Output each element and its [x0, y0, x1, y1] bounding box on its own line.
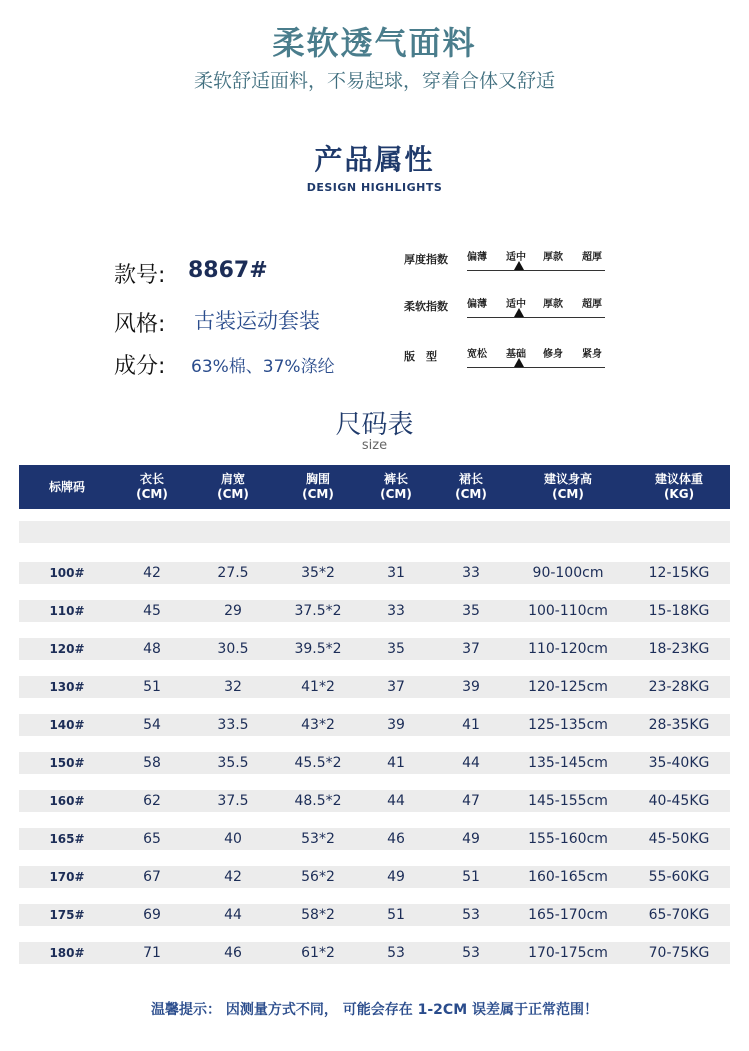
- scale-option: 偏薄: [467, 299, 487, 310]
- scale-option: 基础: [506, 349, 526, 360]
- table-cell: 62: [143, 793, 161, 809]
- scale-name: 厚度指数: [404, 253, 448, 266]
- scale-option: 超厚: [582, 299, 602, 310]
- table-cell: 155-160cm: [528, 831, 608, 847]
- attributes-subtitle: DESIGN HIGHLIGHTS: [306, 181, 443, 194]
- scale-option: 修身: [543, 349, 563, 360]
- table-cell: 135-145cm: [528, 755, 608, 771]
- table-cell: 46: [387, 831, 405, 847]
- column-header-text: (CM): [136, 487, 168, 501]
- size-table-header: [19, 465, 730, 509]
- table-cell: 55-60KG: [648, 869, 710, 885]
- table-cell: 35*2: [301, 565, 335, 581]
- style-value: 古装运动套装: [194, 309, 320, 333]
- table-cell: 56*2: [301, 869, 335, 885]
- material-value: 63%棉、37%涤纶: [191, 357, 335, 377]
- table-cell: 33: [387, 603, 405, 619]
- column-header-text: (KG): [663, 487, 695, 501]
- table-cell: 51: [462, 869, 480, 885]
- column-header-text: 建议体重: [654, 472, 703, 486]
- table-cell: 18-23KG: [648, 641, 710, 657]
- table-cell: 30.5: [217, 641, 249, 657]
- table-cell: 48.5*2: [294, 793, 342, 809]
- column-header: [426, 465, 516, 509]
- size-table-subtitle: size: [361, 438, 388, 453]
- table-cell: 45-50KG: [648, 831, 710, 847]
- scale-option: 适中: [506, 299, 526, 310]
- table-cell: 49: [462, 831, 480, 847]
- table-row: [19, 942, 730, 964]
- attributes-title: 产品属性: [314, 143, 435, 176]
- table-cell: 51: [143, 679, 161, 695]
- scale-name: 柔软指数: [404, 300, 448, 313]
- scale-option: 厚款: [543, 252, 563, 263]
- table-cell: 100-110cm: [528, 603, 608, 619]
- table-cell: 37.5: [217, 793, 249, 809]
- table-cell: 145-155cm: [528, 793, 608, 809]
- size-code-cell: 160#: [49, 794, 85, 808]
- column-header: [188, 465, 278, 509]
- table-cell: 39: [387, 717, 405, 733]
- table-row: [19, 752, 730, 774]
- table-cell: 28-35KG: [648, 717, 710, 733]
- size-code-cell: 120#: [49, 642, 85, 656]
- column-header-text: (CM): [217, 487, 249, 501]
- table-row: [19, 714, 730, 736]
- column-header-text: (CM): [455, 487, 487, 501]
- table-cell: 41*2: [301, 679, 335, 695]
- table-cell: 35: [387, 641, 405, 657]
- scale-line: [467, 367, 605, 368]
- table-cell: 37: [462, 641, 480, 657]
- column-header-text: (CM): [380, 487, 412, 501]
- size-code-cell: 170#: [49, 870, 85, 884]
- table-cell: 110-120cm: [528, 641, 608, 657]
- table-cell: 67: [143, 869, 161, 885]
- table-cell: 42: [143, 565, 161, 581]
- column-header-text: 胸围: [305, 472, 330, 486]
- table-cell: 45: [143, 603, 161, 619]
- column-header-text: 建议身高: [543, 472, 592, 486]
- size-code-cell: 130#: [49, 680, 85, 694]
- table-cell: 90-100cm: [532, 565, 604, 581]
- table-cell: 46: [224, 945, 242, 961]
- table-cell: 37: [387, 679, 405, 695]
- table-cell: 37.5*2: [294, 603, 342, 619]
- column-header: [22, 465, 112, 509]
- table-cell: 53: [387, 945, 405, 961]
- column-header: [523, 465, 613, 509]
- table-cell: 65: [143, 831, 161, 847]
- size-code-cell: 150#: [49, 756, 85, 770]
- table-row: [19, 904, 730, 926]
- table-row: [19, 562, 730, 584]
- scale-option: 超厚: [582, 252, 602, 263]
- table-cell: 27.5: [217, 565, 249, 581]
- table-cell: 47: [462, 793, 480, 809]
- column-header-text: 衣长: [139, 472, 164, 486]
- table-cell: 51: [387, 907, 405, 923]
- table-cell: 44: [462, 755, 480, 771]
- style-label: 风格:: [114, 312, 166, 337]
- table-cell: 58*2: [301, 907, 335, 923]
- table-cell: 23-28KG: [648, 679, 710, 695]
- table-cell: 44: [224, 907, 242, 923]
- table-row: [19, 676, 730, 698]
- scale-option: 厚款: [543, 299, 563, 310]
- table-cell: 165-170cm: [528, 907, 608, 923]
- table-cell: 32: [224, 679, 242, 695]
- table-row: [19, 638, 730, 660]
- size-code-cell: 180#: [49, 946, 85, 960]
- table-cell: 125-135cm: [528, 717, 608, 733]
- size-code-cell: 140#: [49, 718, 85, 732]
- table-cell: 41: [462, 717, 480, 733]
- table-cell: 40-45KG: [648, 793, 710, 809]
- model-value: 8867#: [188, 258, 268, 283]
- table-cell: 170-175cm: [528, 945, 608, 961]
- model-label: 款号:: [114, 263, 166, 288]
- column-header-text: (CM): [552, 487, 584, 501]
- table-cell: 53: [462, 945, 480, 961]
- column-header-text: (CM): [302, 487, 334, 501]
- table-row: [19, 790, 730, 812]
- table-cell: 54: [143, 717, 161, 733]
- table-cell: 33: [462, 565, 480, 581]
- scale-option: 偏薄: [467, 252, 487, 263]
- table-cell: 53*2: [301, 831, 335, 847]
- table-cell: 160-165cm: [528, 869, 608, 885]
- scale-line: [467, 270, 605, 271]
- table-cell: 35-40KG: [648, 755, 710, 771]
- scale-line: [467, 317, 605, 318]
- size-table-title: 尺码表: [335, 410, 414, 440]
- column-header-text: 裙长: [458, 472, 483, 486]
- scale-option: 适中: [506, 252, 526, 263]
- table-cell: 65-70KG: [648, 907, 710, 923]
- scale-marker-icon: [514, 261, 524, 270]
- column-header-text: 裤长: [383, 472, 408, 486]
- table-cell: 35.5: [217, 755, 249, 771]
- table-cell: 42: [224, 869, 242, 885]
- table-cell: 53: [462, 907, 480, 923]
- table-cell: 15-18KG: [648, 603, 710, 619]
- table-cell: 70-75KG: [648, 945, 710, 961]
- table-row: [19, 828, 730, 850]
- column-header: [634, 465, 724, 509]
- table-cell: 45.5*2: [294, 755, 342, 771]
- table-cell: 43*2: [301, 717, 335, 733]
- table-cell: 39.5*2: [294, 641, 342, 657]
- scale-name: 版 型: [404, 350, 437, 363]
- table-cell: 120-125cm: [528, 679, 608, 695]
- table-cell: 39: [462, 679, 480, 695]
- table-cell: 49: [387, 869, 405, 885]
- table-cell: 71: [143, 945, 161, 961]
- column-header-text: 肩宽: [220, 472, 245, 486]
- size-code-cell: 110#: [49, 604, 85, 618]
- table-cell: 58: [143, 755, 161, 771]
- table-cell: 40: [224, 831, 242, 847]
- table-spacer-row: [19, 521, 730, 543]
- table-cell: 12-15KG: [648, 565, 710, 581]
- table-cell: 31: [387, 565, 405, 581]
- notice-text: 温馨提示： 因测量方式不同， 可能会存在 1-2CM 误差属于正常范围！: [151, 1002, 598, 1018]
- table-cell: 35: [462, 603, 480, 619]
- table-cell: 44: [387, 793, 405, 809]
- table-cell: 61*2: [301, 945, 335, 961]
- table-cell: 69: [143, 907, 161, 923]
- material-label: 成分:: [114, 354, 166, 379]
- table-cell: 48: [143, 641, 161, 657]
- scale-option: 宽松: [467, 349, 487, 360]
- column-header: [273, 465, 363, 509]
- size-code-cell: 165#: [49, 832, 85, 846]
- table-row: [19, 866, 730, 888]
- table-cell: 29: [224, 603, 242, 619]
- table-cell: 41: [387, 755, 405, 771]
- main-title: 柔软透气面料: [272, 24, 477, 62]
- table-row: [19, 600, 730, 622]
- scale-marker-icon: [514, 358, 524, 367]
- column-header-text: 标牌码: [48, 479, 85, 494]
- size-code-cell: 175#: [49, 908, 85, 922]
- column-header: [107, 465, 197, 509]
- table-cell: 33.5: [217, 717, 249, 733]
- scale-option: 紧身: [582, 349, 602, 360]
- size-code-cell: 100#: [49, 566, 85, 580]
- scale-marker-icon: [514, 308, 524, 317]
- main-subtitle: 柔软舒适面料，不易起球，穿着合体又舒适: [193, 70, 555, 92]
